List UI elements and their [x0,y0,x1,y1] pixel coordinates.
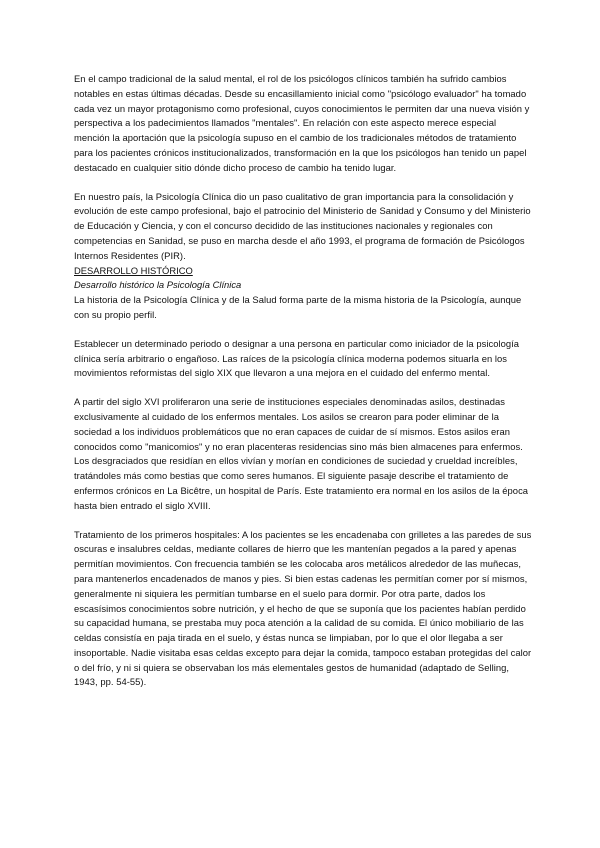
section-paragraph-4: Tratamiento de los primeros hospitales: A los pacientes se les encadenaba con grilletes a las paredes de sus oscuras e insalubres celdas, mediante collares de hierro que les mantenían pegados a la pared y apenas permitían movimientos. Con frecuencia también se les colocaba aros metálicos alrededor de las muñecas, para mantenerlos encadenados de manos y pies. Si bien estas cadenas les permitían comer por sí mismos, generalmente ni siquiera les permitían tumbarse en el suelo para dormir. Por otra parte, dados los escasísimos conocimientos sobre nutrición, y el hecho de que se suponía que los pacientes habían perdido su capacidad humana, se prestaba muy poca atención a la calidad de su comida. El único mobiliario de las celdas consistía en paja tirada en el suelo, y éstas nunca se limpiaban, por lo que el olor llegaba a ser insoportable. Nadie visitaba esas celdas excepto para dejar la comida, tampoco estaban protegidas del calor o del frío, y ni si quiera se observaban los más elementales gestos de humanidad (adaptado de Selling, 1943, pp. 54-55). [74,528,532,688]
section-paragraph-3: A partir del siglo XVI proliferaron una serie de instituciones especiales denominadas asilos, destinadas exclusivamente al cuidado de los enfermos mentales. Los asilos se crearon para poder eliminar de la sociedad a los individuos problemáticos que no eran capaces de cuidar de sí mismos. Estos asilos eran conocidos como "manicomios" y no eran placenteras residencias sino más bien almacenes para enfermos. Los desgraciados que residían en ellos vivían y morían en condiciones de suciedad y crueldad increíbles, tratándoles más como bestias que como seres humanos. El siguiente pasaje describe el tratamiento de enfermos crónicos en La Bicêtre, un hospital de París. Este tratamiento era normal en los asilos de la época hasta bien entrado el siglo XVIII. [74,396,529,511]
intro-paragraph-1: En el campo tradicional de la salud mental, el rol de los psicólogos clínicos también ha sufrido cambios notables en estas últimas décadas. Desde su encasillamiento inicial como "psicólogo evaluador" ha tomado cada vez un mayor protagonismo como profesional, cuyos conocimientos le permiten dar una nueva visión y perspectiva a los padecimientos llamados "mentales". En relación con este aspecto merece especial mención la aportación que la psicología supuso en el cambio de los tradicionales métodos de tratamiento para los pacientes crónicos institucionalizados, transformación en la que los psicólogos han tenido un papel destacado en cualquier sitio dónde dicho proceso de cambio ha tenido lugar. [74,73,530,173]
section-paragraph-2: Establecer un determinado periodo o designar a una persona en particular como iniciador de la psicología clínica sería arbitrario o engañoso. Las raíces de la psicología clínica moderna podemos situarla en los movimientos reformistas del siglo XIX que llevaron a una mejora en el cuidado del enfermo mental. [74,337,520,379]
intro-paragraph-2: En nuestro país, la Psicología Clínica dio un paso cualitativo de gran importancia para la consolidación y evolución de este campo profesional, bajo el patrocinio del Ministerio de Sanidad y Consumo y del Ministerio de Educación y Ciencia, y con el concurso decidido de las instituciones nacionales y regionales con competencias en Sanidad, se puso en marcha desde el año 1993, el programa de formación de Psicólogos Internos Residentes (PIR). [74,190,531,261]
section-paragraph-1: La historia de la Psicología Clínica y de la Salud forma parte de la misma historia de la Psicología, aunque con su propio perfil. [74,294,522,320]
section-subheading: Desarrollo histórico la Psicología Clínica [74,279,242,291]
section-heading: DESARROLLO HISTÓRICO [74,264,193,276]
